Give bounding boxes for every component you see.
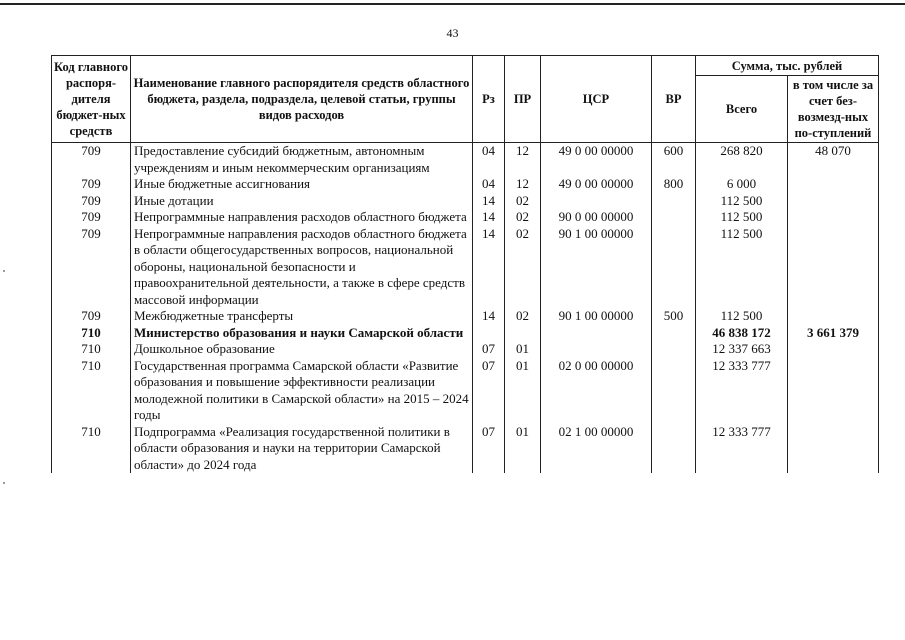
cell-pr: 12 [505, 143, 541, 177]
cell-csr [541, 341, 652, 358]
cell-vr [652, 358, 696, 424]
cell-vr [652, 424, 696, 474]
cell-pr: 01 [505, 358, 541, 424]
cell-csr: 02 0 00 00000 [541, 358, 652, 424]
cell-rz: 14 [473, 308, 505, 325]
cell-name: Иные дотации [131, 193, 473, 210]
cell-name: Государственная программа Самарской области «Развитие образования и повышение эффективности реализации молодежной политики в Самарской области» на 2015 – 2024 годы [131, 358, 473, 424]
cell-csr [541, 325, 652, 342]
table-row [52, 226, 879, 309]
cell-incl [788, 358, 879, 424]
cell-code: 709 [52, 226, 131, 309]
page-number: 43 [446, 26, 459, 40]
header-rz: Рз [473, 56, 505, 143]
cell-name: Дошкольное образование [131, 341, 473, 358]
cell-incl: 48 070 [788, 143, 879, 177]
header-csr: ЦСР [541, 56, 652, 143]
cell-vr [652, 226, 696, 309]
cell-code: 710 [52, 358, 131, 424]
cell-name: Непрограммные направления расходов областного бюджета [131, 209, 473, 226]
scan-speck [3, 270, 5, 272]
cell-rz: 04 [473, 143, 505, 177]
cell-rz [473, 325, 505, 342]
cell-total: 268 820 [696, 143, 788, 177]
header-name: Наименование главного распорядителя средств областного бюджета, раздела, подраздела, целевой статьи, группы видов расходов [131, 56, 473, 143]
cell-incl [788, 176, 879, 193]
cell-incl [788, 193, 879, 210]
table-row [52, 193, 879, 210]
cell-pr: 01 [505, 341, 541, 358]
budget-table [51, 55, 879, 473]
cell-code: 709 [52, 143, 131, 177]
cell-name: Межбюджетные трансферты [131, 308, 473, 325]
cell-rz: 07 [473, 341, 505, 358]
cell-total: 12 337 663 [696, 341, 788, 358]
cell-rz: 07 [473, 424, 505, 474]
cell-vr: 600 [652, 143, 696, 177]
table-row [52, 209, 879, 226]
table-row [52, 358, 879, 424]
cell-vr: 500 [652, 308, 696, 325]
table-row [52, 424, 879, 474]
cell-csr: 90 1 00 00000 [541, 226, 652, 309]
cell-vr: 800 [652, 176, 696, 193]
cell-rz: 07 [473, 358, 505, 424]
cell-total: 12 333 777 [696, 358, 788, 424]
cell-name: Подпрограмма «Реализация государственной политики в области образования и науки на территории Самарской области» до 2024 года [131, 424, 473, 474]
table-row [52, 325, 879, 342]
cell-incl [788, 424, 879, 474]
cell-total: 46 838 172 [696, 325, 788, 342]
cell-code: 709 [52, 308, 131, 325]
cell-total: 6 000 [696, 176, 788, 193]
table-row [52, 341, 879, 358]
header-vr: ВР [652, 56, 696, 143]
header-total: Всего [696, 76, 788, 143]
cell-vr [652, 209, 696, 226]
cell-csr: 02 1 00 00000 [541, 424, 652, 474]
cell-code: 709 [52, 193, 131, 210]
cell-vr [652, 193, 696, 210]
cell-rz: 14 [473, 193, 505, 210]
cell-incl [788, 209, 879, 226]
cell-pr: 12 [505, 176, 541, 193]
cell-incl [788, 308, 879, 325]
table-body [52, 143, 879, 474]
cell-vr [652, 341, 696, 358]
cell-pr: 02 [505, 209, 541, 226]
header-incl: в том числе за счет без-возмезд-ных по-ступлений [788, 76, 879, 143]
cell-pr: 02 [505, 226, 541, 309]
header-sum: Сумма, тыс. рублей [696, 56, 879, 76]
cell-code: 710 [52, 325, 131, 342]
cell-csr: 90 1 00 00000 [541, 308, 652, 325]
cell-total: 112 500 [696, 193, 788, 210]
cell-pr: 02 [505, 193, 541, 210]
cell-csr: 49 0 00 00000 [541, 143, 652, 177]
table-row [52, 143, 879, 177]
cell-pr [505, 325, 541, 342]
table-row [52, 176, 879, 193]
cell-pr: 01 [505, 424, 541, 474]
cell-vr [652, 325, 696, 342]
cell-name: Иные бюджетные ассигнования [131, 176, 473, 193]
header-code: Код главного распоря-дителя бюджет-ных средств [52, 56, 131, 143]
cell-code: 710 [52, 341, 131, 358]
cell-incl: 3 661 379 [788, 325, 879, 342]
cell-name: Министерство образования и науки Самарской области [131, 325, 473, 342]
cell-rz: 14 [473, 226, 505, 309]
cell-csr: 90 0 00 00000 [541, 209, 652, 226]
scan-speck [3, 482, 5, 484]
cell-csr: 49 0 00 00000 [541, 176, 652, 193]
cell-name: Предоставление субсидий бюджетным, автономным учреждениям и иным некоммерческим организациям [131, 143, 473, 177]
cell-csr [541, 193, 652, 210]
cell-total: 112 500 [696, 308, 788, 325]
cell-total: 112 500 [696, 226, 788, 309]
cell-incl [788, 226, 879, 309]
cell-rz: 04 [473, 176, 505, 193]
cell-code: 710 [52, 424, 131, 474]
cell-code: 709 [52, 209, 131, 226]
cell-pr: 02 [505, 308, 541, 325]
table-row [52, 308, 879, 325]
cell-code: 709 [52, 176, 131, 193]
top-rule [0, 3, 905, 5]
cell-name: Непрограммные направления расходов областного бюджета в области общегосударственных вопросов, национальной обороны, национальной безопасности и правоохранительной деятельности, а также в сфере средств массовой информации [131, 226, 473, 309]
header-pr: ПР [505, 56, 541, 143]
cell-total: 112 500 [696, 209, 788, 226]
cell-total: 12 333 777 [696, 424, 788, 474]
cell-incl [788, 341, 879, 358]
cell-rz: 14 [473, 209, 505, 226]
